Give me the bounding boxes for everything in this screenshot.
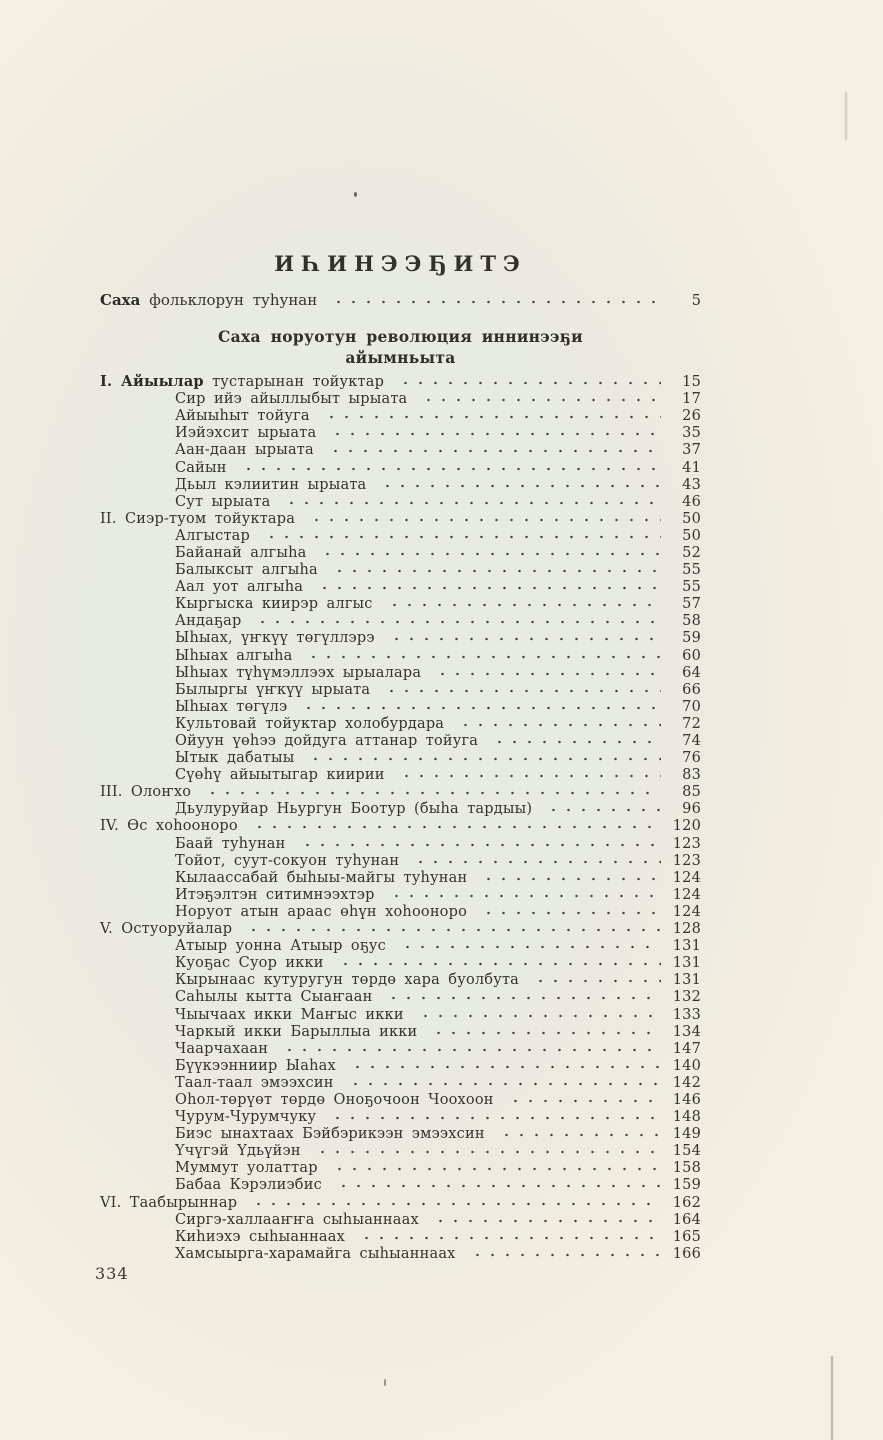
- dot-leader: [495, 1125, 661, 1138]
- toc-entry: [100, 869, 701, 886]
- toc-entry-label: Кыргыска киирэр алгыс: [175, 596, 373, 613]
- scan-speck: [354, 192, 357, 197]
- toc-entry: [100, 1125, 701, 1142]
- dot-leader: [429, 1211, 661, 1224]
- dot-leader: [305, 510, 661, 523]
- dot-leader: [427, 1023, 661, 1036]
- toc-entry-label: Ыһыах, үҥкүү төгүллэрэ: [175, 630, 375, 647]
- toc-entry-page-number: 131: [672, 938, 701, 955]
- dot-leader: [396, 937, 661, 950]
- toc-entry: [100, 937, 701, 954]
- dot-leader: [296, 835, 661, 848]
- toc-entry-label: Бүүкээнниир Ыаһах: [175, 1057, 336, 1074]
- toc-entry-page-number: 66: [682, 681, 701, 698]
- toc-entry-page-number: 72: [682, 715, 701, 732]
- dot-leader: [313, 578, 661, 591]
- toc-entry-label: Аал уот алгыһа: [175, 579, 304, 596]
- toc-entry-label: Куоҕас Суор икки: [175, 955, 324, 972]
- toc-entry-label: I. Айыылар тустарынан тойуктар: [100, 373, 385, 391]
- toc-entry-page-number: 58: [682, 613, 701, 630]
- toc-entry-page-number: 134: [672, 1023, 701, 1040]
- dot-leader: [488, 732, 661, 745]
- toc-entry-label: Дьыл кэлиитин ырыата: [175, 476, 367, 493]
- toc-entry-label: Тойот, суут-сокуон туһунан: [175, 852, 400, 869]
- dot-leader: [242, 920, 661, 933]
- dot-leader: [324, 441, 661, 454]
- toc-entry: [100, 903, 701, 920]
- dot-leader: [328, 1159, 661, 1172]
- toc-entry-label: Биэс ынахтаах Бэйбэрикээн эмээхсин: [175, 1126, 485, 1143]
- toc-entry-page-number: 64: [682, 664, 701, 681]
- toc-entry-page-number: 142: [672, 1074, 701, 1091]
- toc-entry: [100, 458, 701, 475]
- toc-entry: [100, 1142, 701, 1159]
- toc-entry-label: Сайын: [175, 459, 227, 476]
- section-heading: [100, 326, 701, 368]
- toc-entry: [100, 715, 701, 732]
- dot-leader: [385, 886, 661, 899]
- toc-entry: [100, 664, 701, 681]
- toc-entry-page-number: 46: [682, 493, 701, 510]
- dot-leader: [382, 988, 661, 1001]
- page-edge-line: [831, 1356, 833, 1440]
- toc-entry-label: Чаркый икки Барыллыа икки: [175, 1023, 418, 1040]
- dot-leader: [355, 1228, 661, 1241]
- toc-entry-page-number: 159: [672, 1177, 701, 1194]
- toc-entry: [100, 476, 701, 493]
- toc-entry-page-number: 133: [672, 1006, 701, 1023]
- dot-leader: [504, 1091, 661, 1104]
- toc-entry-page-number: 50: [682, 527, 701, 544]
- toc-entry: [100, 1057, 701, 1074]
- toc-entry-label: Чаарчахаан: [175, 1040, 269, 1057]
- toc-entry: [100, 390, 701, 407]
- toc-entry-label: Ыһыах төгүлэ: [175, 698, 288, 715]
- toc-entry-page-number: 148: [672, 1109, 701, 1126]
- toc-entry-page-number: 123: [672, 852, 701, 869]
- dot-leader: [417, 390, 661, 403]
- toc-entry: [100, 766, 701, 783]
- toc-entry-label: Айыыһыт тойуга: [175, 408, 310, 425]
- toc-entry: [100, 732, 701, 749]
- dot-leader: [334, 954, 661, 967]
- toc-entry-label: Балыксыт алгыһа: [175, 562, 318, 579]
- toc-entry-page-number: 120: [672, 818, 701, 835]
- toc-entry-page-number: 50: [682, 510, 701, 527]
- toc-entry-label: Таал-таал эмээхсин: [175, 1074, 334, 1091]
- toc-entry: [100, 527, 701, 544]
- toc-entry: [100, 1245, 701, 1262]
- toc-entry-label: Алгыстар: [175, 527, 250, 544]
- toc-entry-page-number: 131: [672, 955, 701, 972]
- toc-entry-page-number: 85: [682, 784, 701, 801]
- dot-leader: [477, 869, 661, 882]
- toc-entry-page-number: 128: [672, 921, 701, 938]
- toc-entry-label: VI. Таабырыннар: [100, 1194, 238, 1211]
- section-heading-line1: Саха норуотун революция иннинээҕи: [218, 327, 583, 346]
- dot-leader: [297, 698, 661, 711]
- toc-entry-page-number: 149: [672, 1126, 701, 1143]
- toc-entry-label: Ойуун үөһээ дойдуга аттанар тойуга: [175, 733, 479, 750]
- toc-entry-page-number: 41: [682, 459, 701, 476]
- toc-entry: [100, 612, 701, 629]
- toc-entry-page-number: 55: [682, 579, 701, 596]
- toc-entry-page-number: 15: [682, 374, 701, 391]
- toc-entry-label: Бабаа Кэрэлиэбис: [175, 1177, 322, 1194]
- toc-entry-label: Андаҕар: [175, 613, 242, 630]
- toc-entry-page-number: 162: [672, 1194, 701, 1211]
- toc-entry-page-number: 52: [682, 544, 701, 561]
- dot-leader: [248, 817, 661, 830]
- toc-entry-page-number: 83: [682, 767, 701, 784]
- dot-leader: [320, 407, 661, 420]
- toc-entry-label: Чыычаах икки Маҥыс икки: [175, 1006, 404, 1023]
- toc-entry-label: Атыыр уонна Атыыр оҕус: [175, 938, 386, 955]
- toc-entry-label: Кылаассабай быһыы-майгы туһунан: [175, 869, 468, 886]
- toc-entry-label: Итэҕэлтэн ситимнээхтэр: [175, 886, 375, 903]
- toc-entry-page-number: 5: [691, 293, 701, 309]
- toc-entry-page-number: 57: [682, 596, 701, 613]
- toc-entry-page-number: 70: [682, 698, 701, 715]
- dot-leader: [409, 852, 661, 865]
- dot-leader: [327, 292, 661, 306]
- dot-leader: [326, 424, 661, 437]
- toc-entry: [100, 886, 701, 903]
- toc-entry: [100, 971, 701, 988]
- toc-entry: [100, 647, 701, 664]
- toc-entry: [100, 920, 701, 937]
- toc-entry-page-number: 76: [682, 750, 701, 767]
- toc-entry-page-number: 96: [682, 801, 701, 818]
- toc-entry-label: Баай туһунан: [175, 835, 286, 852]
- toc-list: [100, 373, 701, 1262]
- toc-entry: [100, 1040, 701, 1057]
- dot-leader: [201, 783, 661, 796]
- toc-entry: [100, 954, 701, 971]
- toc-entry-label: Муммут уолаттар: [175, 1160, 318, 1177]
- dot-leader: [237, 458, 661, 471]
- dot-leader: [414, 1005, 661, 1018]
- toc-entry-label: Саһылы кытта Сыаҥаан: [175, 989, 373, 1006]
- toc-entry-page-number: 124: [672, 869, 701, 886]
- dot-leader: [395, 766, 661, 779]
- toc-entry: [100, 493, 701, 510]
- toc-entry-label: Иэйэхсит ырыата: [175, 425, 317, 442]
- toc-entry: [100, 817, 701, 834]
- dot-leader: [260, 527, 661, 540]
- toc-entry-page-number: 140: [672, 1057, 701, 1074]
- toc-entry-page-number: 60: [682, 647, 701, 664]
- dot-leader: [332, 1176, 661, 1189]
- toc-entry-label: Сиргэ-халлааҥҥа сыһыаннаах: [175, 1211, 419, 1228]
- toc-entry-intro: [100, 291, 701, 310]
- toc-entry-page-number: 74: [682, 733, 701, 750]
- dot-leader: [383, 595, 661, 608]
- toc-entry: [100, 1211, 701, 1228]
- toc-entry: [100, 988, 701, 1005]
- dot-leader: [466, 1245, 661, 1258]
- toc-entry-label: Сүөһү айыытыгар киирии: [175, 767, 385, 784]
- toc-entry-page-number: 165: [672, 1228, 701, 1245]
- toc-entry: [100, 441, 701, 458]
- toc-entry-page-number: 147: [672, 1040, 701, 1057]
- toc-entry: [100, 373, 701, 390]
- toc-entry: [100, 561, 701, 578]
- toc-entry-label: Саха фольклорун туһунан: [100, 291, 318, 309]
- toc-entry-page-number: 164: [672, 1211, 701, 1228]
- toc-entry-page-number: 37: [682, 442, 701, 459]
- toc-entry: [100, 510, 701, 527]
- toc-entry: [100, 1091, 701, 1108]
- dot-leader: [477, 903, 661, 916]
- toc-entry-page-number: 17: [682, 391, 701, 408]
- toc-entry-label: IV. Өс хоһооноро: [100, 818, 238, 835]
- toc-entry: [100, 852, 701, 869]
- toc-entry: [100, 1194, 701, 1211]
- toc-entry-label: Сир ийэ айыллыбыт ырыата: [175, 391, 408, 408]
- toc-entry-page-number: 43: [682, 476, 701, 493]
- toc-entry: [100, 424, 701, 441]
- toc-entry-label: Хамсыырга-харамайга сыһыаннаах: [175, 1245, 456, 1262]
- toc-entry: [100, 1176, 701, 1193]
- dot-leader: [326, 1108, 661, 1121]
- toc-entry-label: Сут ырыата: [175, 493, 271, 510]
- toc-entry-page-number: 146: [672, 1091, 701, 1108]
- dot-leader: [529, 971, 661, 984]
- toc-entry-label: III. Олоҥхо: [100, 784, 192, 801]
- toc-entry: [100, 1159, 701, 1176]
- dot-leader: [251, 612, 661, 625]
- toc-entry-label: Байанай алгыһа: [175, 544, 307, 561]
- toc-entry-label: Чурум-Чурумчуку: [175, 1109, 317, 1126]
- toc-entry: [100, 800, 701, 817]
- toc-entry-page-number: 124: [672, 903, 701, 920]
- toc-entry-page-number: 166: [672, 1245, 701, 1262]
- dot-leader: [385, 629, 661, 642]
- toc-entry: [100, 1074, 701, 1091]
- toc-entry: [100, 629, 701, 646]
- toc-entry-label: Культовай тойуктар холобурдара: [175, 715, 445, 732]
- toc-entry-label: V. Остуоруйалар: [100, 921, 233, 938]
- toc-entry: [100, 578, 701, 595]
- toc-entry-page-number: 131: [672, 972, 701, 989]
- toc-entry-page-number: 154: [672, 1143, 701, 1160]
- dot-leader: [328, 561, 661, 574]
- toc-entry-page-number: 158: [672, 1160, 701, 1177]
- dot-leader: [346, 1057, 661, 1070]
- toc-entry: [100, 595, 701, 612]
- toc-entry-label: II. Сиэр-туом тойуктара: [100, 510, 296, 527]
- toc-entry-label: Киһиэхэ сыһыаннаах: [175, 1228, 345, 1245]
- toc-entry-label: Ыһыах түһүмэллээх ырыалара: [175, 664, 422, 681]
- toc-entry: [100, 1023, 701, 1040]
- toc-entry: [100, 783, 701, 800]
- toc-entry-label: Ытык дабатыы: [175, 750, 295, 767]
- toc-entry-label: Дьулуруйар Ньургун Боотур (быһа тардыы): [175, 801, 533, 818]
- toc-entry-page-number: 132: [672, 989, 701, 1006]
- toc-entry-page-number: 26: [682, 408, 701, 425]
- folio-page-number: 334: [95, 1264, 129, 1283]
- dot-leader: [376, 476, 661, 489]
- dot-leader: [380, 681, 661, 694]
- toc-entry-page-number: 59: [682, 630, 701, 647]
- toc-entry: [100, 544, 701, 561]
- dot-leader: [542, 800, 661, 813]
- dot-leader: [304, 749, 661, 762]
- toc-entry-label: Ыһыах алгыһа: [175, 647, 293, 664]
- scan-speck: [384, 1379, 386, 1386]
- dot-leader: [278, 1040, 661, 1053]
- toc-entry-label: Оһол-төрүөт төрдө Оноҕочоон Чоохоон: [175, 1091, 494, 1108]
- dot-leader: [280, 493, 661, 506]
- toc-entry-page-number: 123: [672, 835, 701, 852]
- toc-entry-page-number: 35: [682, 425, 701, 442]
- toc-entry-page-number: 124: [672, 886, 701, 903]
- toc-entry: [100, 1005, 701, 1022]
- toc-entry: [100, 1228, 701, 1245]
- toc-entry-label: Үчүгэй Үдьүйэн: [175, 1143, 301, 1160]
- dot-leader: [247, 1194, 661, 1207]
- section-heading-line2: айымньыта: [345, 348, 456, 367]
- toc-entry: [100, 1108, 701, 1125]
- toc-entry-label: Норуот атын араас өһүн хоһооноро: [175, 903, 468, 920]
- dot-leader: [302, 647, 661, 660]
- dot-leader: [431, 664, 661, 677]
- page-title: ИҺИНЭЭҔИТЭ: [274, 251, 527, 276]
- toc-entry-label: Аан-даан ырыата: [175, 442, 314, 459]
- dot-leader: [454, 715, 661, 728]
- dot-leader: [311, 1142, 661, 1155]
- toc-entry-label: Кырынаас кутуругун төрдө хара буолбута: [175, 972, 520, 989]
- dot-leader: [394, 373, 661, 386]
- dot-leader: [316, 544, 661, 557]
- toc-entry: [100, 698, 701, 715]
- toc-entry: [100, 681, 701, 698]
- toc-entry: [100, 835, 701, 852]
- dot-leader: [344, 1074, 661, 1087]
- page-edge-line: [845, 92, 847, 140]
- toc-entry-page-number: 55: [682, 562, 701, 579]
- toc-entry-label: Былыргы үҥкүү ырыата: [175, 681, 371, 698]
- toc-entry: [100, 407, 701, 424]
- toc-entry: [100, 749, 701, 766]
